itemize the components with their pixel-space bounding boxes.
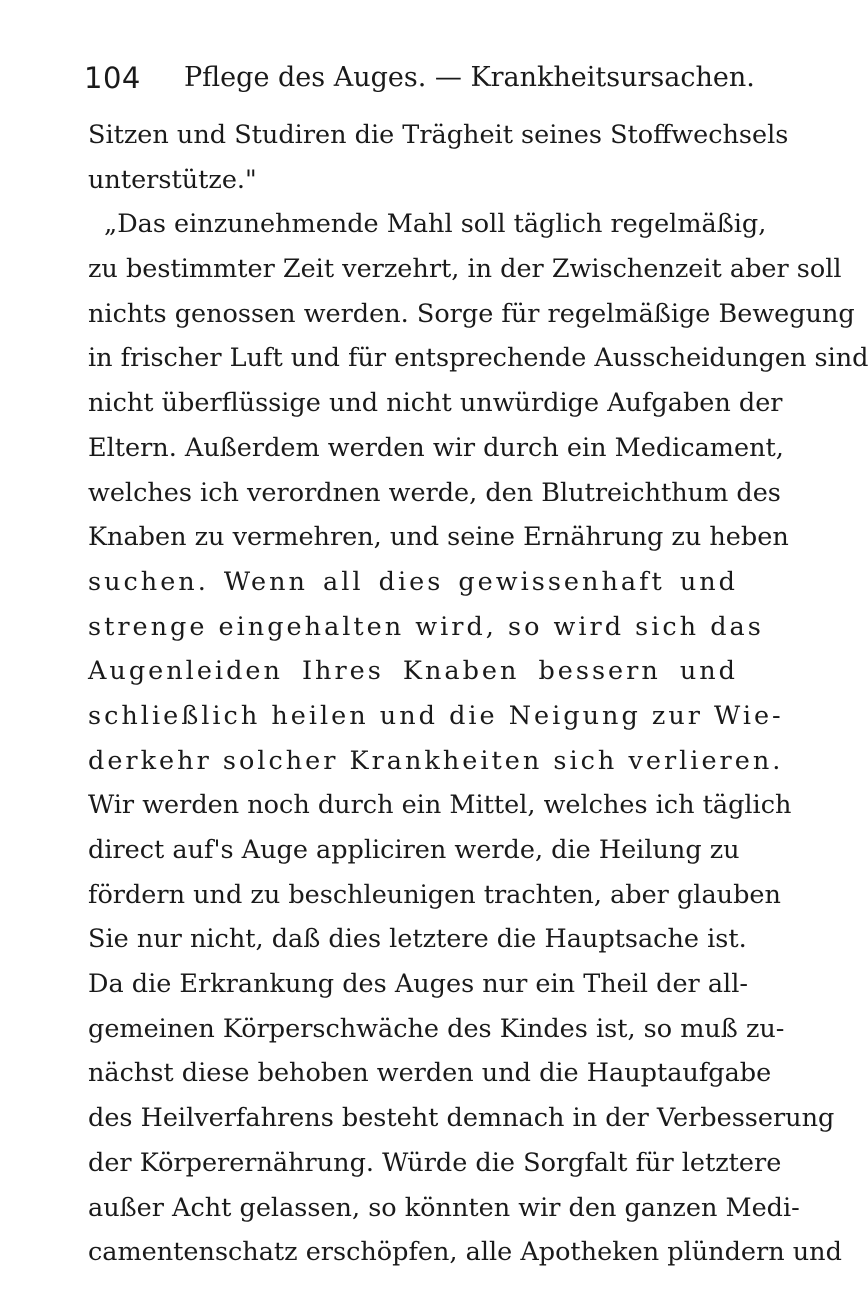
text-line: des Heilverfahrens besteht demnach in der Verbesserung — [88, 1103, 835, 1134]
text-line: gemeinen Körperschwäche des Kindes ist, so muß zu- — [88, 1013, 785, 1044]
text-line: „Das einzunehmende Mahl soll täglich regelmäßig, — [104, 209, 767, 240]
text-line: zu bestimmter Zeit verzehrt, in der Zwischenzeit aber soll — [88, 254, 842, 285]
running-title: Pflege des Auges. — Krankheitsursachen. — [184, 62, 755, 93]
text-line: außer Acht gelassen, so könnten wir den ganzen Medi- — [88, 1192, 800, 1223]
page-header — [84, 58, 755, 98]
text-line: in frischer Luft und für entsprechende Ausscheidungen sind — [88, 343, 868, 374]
text-line: Knaben zu vermehren, und seine Ernährung zu heben — [88, 522, 789, 553]
text-line: nächst diese behoben werden und die Hauptaufgabe — [88, 1058, 772, 1089]
text-line: Augenleiden Ihres Knaben bessern und — [88, 656, 738, 687]
text-line: fördern und zu beschleunigen trachten, aber glauben — [88, 879, 781, 910]
text-line: nichts genossen werden. Sorge für regelmäßige Bewegung — [88, 298, 855, 329]
text-line: schließlich heilen und die Neigung zur Wie- — [88, 700, 784, 731]
text-line: camentenschatz erschöpfen, alle Apotheken plündern und — [88, 1237, 842, 1268]
text-line: Sie nur nicht, daß dies letztere die Hauptsache ist. — [88, 924, 747, 955]
text-line: direct auf's Auge appliciren werde, die Heilung zu — [88, 835, 740, 865]
text-line: Eltern. Außerdem werden wir durch ein Medicament, — [88, 432, 784, 463]
text-line: Sitzen und Studiren die Trägheit seines Stoffwechsels — [88, 120, 789, 150]
text-line: Wir werden noch durch ein Mittel, welches ich täglich — [88, 790, 792, 821]
text-line: der Körperernährung. Würde die Sorgfalt für letztere — [88, 1147, 782, 1178]
text-line: strenge eingehalten wird, so wird sich das — [88, 611, 764, 642]
body-text — [88, 113, 868, 1275]
page-number: 104 — [84, 61, 141, 95]
text-line: welches ich verordnen werde, den Blutreichthum des — [88, 477, 781, 508]
text-line: Da die Erkrankung des Auges nur ein Theil der all- — [88, 969, 748, 1000]
text-line: unterstütze." — [88, 164, 257, 195]
text-line: derkehr solcher Krankheiten sich verlieren. — [88, 745, 784, 776]
text-line: suchen. Wenn all dies gewissenhaft und — [88, 566, 738, 597]
text-line: nicht überflüssige und nicht unwürdige Aufgaben der — [88, 388, 783, 419]
